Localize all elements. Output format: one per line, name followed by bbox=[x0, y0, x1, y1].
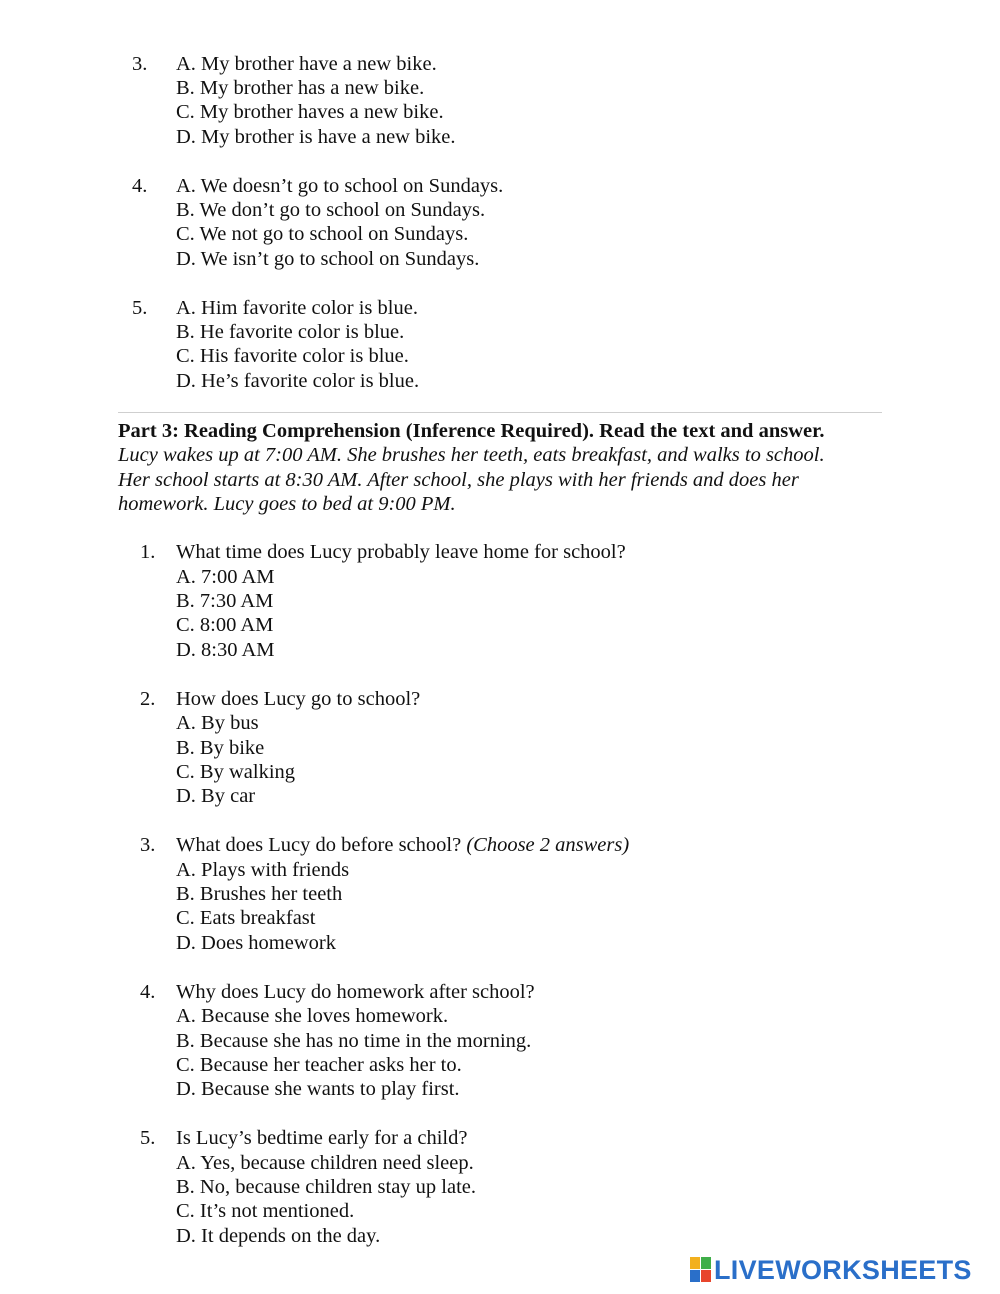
option-b[interactable]: B. We don’t go to school on Sundays. bbox=[176, 199, 486, 221]
option-c[interactable]: C. By walking bbox=[176, 761, 296, 783]
option-d[interactable]: D. My brother is have a new bike. bbox=[176, 126, 456, 148]
option-a[interactable]: A. 7:00 AM bbox=[176, 566, 275, 588]
option-c[interactable]: C. 8:00 AM bbox=[176, 614, 274, 636]
reading-passage bbox=[118, 443, 878, 517]
option-b[interactable]: B. No, because children stay up late. bbox=[176, 1176, 477, 1198]
option-d[interactable]: D. Because she wants to play first. bbox=[176, 1078, 460, 1100]
question-number: 3. bbox=[132, 53, 148, 75]
option-c[interactable]: C. It’s not mentioned. bbox=[176, 1200, 355, 1222]
logo-text: LIVEWORKSHEETS bbox=[714, 1255, 972, 1285]
section-divider bbox=[118, 412, 882, 413]
passage-line: Lucy wakes up at 7:00 AM. She brushes her teeth, eats breakfast, and walks to school. bbox=[118, 444, 825, 466]
option-d[interactable]: D. By car bbox=[176, 785, 256, 807]
option-c[interactable]: C. We not go to school on Sundays. bbox=[176, 223, 469, 245]
question-text: Is Lucy’s bedtime early for a child? bbox=[176, 1127, 468, 1149]
option-a[interactable]: A. By bus bbox=[176, 712, 259, 734]
option-d[interactable]: D. 8:30 AM bbox=[176, 639, 275, 661]
option-b[interactable]: B. Brushes her teeth bbox=[176, 883, 343, 905]
option-d[interactable]: D. We isn’t go to school on Sundays. bbox=[176, 248, 480, 270]
option-a[interactable]: A. Yes, because children need sleep. bbox=[176, 1152, 474, 1174]
option-a[interactable]: A. We doesn’t go to school on Sundays. bbox=[176, 175, 504, 197]
part3-title: Part 3: Reading Comprehension (Inference Required). Read the text and answer. bbox=[118, 420, 825, 442]
question-number: 4. bbox=[140, 981, 156, 1003]
question-number: 2. bbox=[140, 688, 156, 710]
question-number: 4. bbox=[132, 175, 148, 197]
question-text: Why does Lucy do homework after school? bbox=[176, 981, 535, 1003]
question-text bbox=[176, 833, 629, 857]
passage-line: Her school starts at 8:30 AM. After school, she plays with her friends and does her bbox=[118, 468, 799, 491]
option-b[interactable]: B. Because she has no time in the morning. bbox=[176, 1030, 532, 1052]
option-b[interactable]: B. By bike bbox=[176, 737, 265, 759]
option-d[interactable]: D. It depends on the day. bbox=[176, 1225, 381, 1247]
question-number: 5. bbox=[132, 297, 148, 319]
option-a[interactable]: A. My brother have a new bike. bbox=[176, 53, 437, 75]
option-b[interactable]: B. My brother has a new bike. bbox=[176, 77, 425, 99]
question-text: What time does Lucy probably leave home for school? bbox=[176, 541, 626, 563]
liveworksheets-logo-icon bbox=[690, 1257, 712, 1283]
question-number: 3. bbox=[140, 834, 156, 856]
option-d[interactable]: D. Does homework bbox=[176, 932, 336, 954]
passage-line: homework. Lucy goes to bed at 9:00 PM. bbox=[118, 493, 456, 515]
option-d[interactable]: D. He’s favorite color is blue. bbox=[176, 370, 420, 392]
choose-two-note: (Choose 2 answers) bbox=[466, 834, 630, 856]
question-number: 1. bbox=[140, 541, 156, 563]
liveworksheets-logo bbox=[690, 1255, 972, 1285]
question-stem: What does Lucy do before school? bbox=[176, 834, 462, 856]
option-c[interactable]: C. His favorite color is blue. bbox=[176, 345, 409, 367]
option-b[interactable]: B. 7:30 AM bbox=[176, 590, 274, 612]
question-text: How does Lucy go to school? bbox=[176, 688, 421, 710]
option-c[interactable]: C. Eats breakfast bbox=[176, 907, 316, 929]
option-a[interactable]: A. Him favorite color is blue. bbox=[176, 297, 418, 319]
option-b[interactable]: B. He favorite color is blue. bbox=[176, 321, 405, 343]
option-c[interactable]: C. My brother haves a new bike. bbox=[176, 101, 444, 123]
question-number: 5. bbox=[140, 1127, 156, 1149]
option-a[interactable]: A. Plays with friends bbox=[176, 859, 350, 881]
option-c[interactable]: C. Because her teacher asks her to. bbox=[176, 1054, 462, 1076]
option-a[interactable]: A. Because she loves homework. bbox=[176, 1005, 449, 1027]
